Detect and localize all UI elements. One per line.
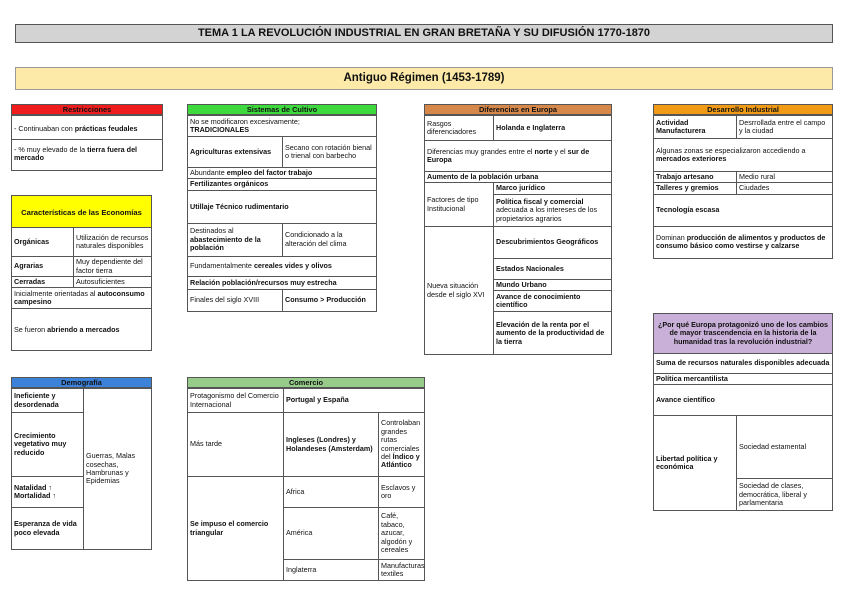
economia-term: Orgánicas [12, 228, 74, 257]
economia-desc: Muy dependiente del factor tierra [74, 257, 152, 277]
demografia-row: Natalidad ↑ Mortalidad ↑ [12, 477, 84, 508]
diferencias-desc: Estados Nacionales [494, 258, 612, 279]
diferencias-row: Aumento de la población urbana [425, 172, 612, 183]
economia-term: Agrarias [12, 257, 74, 277]
cultivo-desc: Consumo > Producción [283, 289, 377, 311]
industrial-desc: Desrrollada entre el campo y la ciudad [737, 116, 833, 139]
cultivo-row: Relación población/recursos muy estrecha [188, 276, 377, 289]
diferencias-term: Nueva situación desde el siglo XVI [425, 226, 494, 354]
restricciones-header: Restricciones [11, 104, 163, 115]
industrial-desc: Medio rural [737, 172, 833, 183]
comercio-term: Se impuso el comercio triangular [188, 477, 284, 581]
demografia-table [11, 388, 152, 550]
europa-row: Política mercantilista [654, 374, 833, 385]
europa-table [653, 353, 833, 511]
comercio-place: Africa [284, 477, 379, 508]
diferencias-row: Diferencias muy grandes entre el norte y el sur de Europa [425, 141, 612, 172]
comercio-place: América [284, 508, 379, 560]
demografia-side: Guerras, Malas cosechas, Hambrunas y Epidemias [84, 389, 152, 550]
demografia-row: Crecimiento vegetativo muy reducido [12, 413, 84, 477]
comercio-term: Protagonismo del Comercio Internacional [188, 389, 284, 413]
restricciones-row: - % muy elevado de la tierra fuera del mercado [11, 139, 163, 171]
industrial-row: Dominan producción de alimentos y productos de consumo básico como vestirse y calzarse [654, 226, 833, 258]
diferencias-desc: Mundo Urbano [494, 279, 612, 290]
industrial-row: Algunas zonas se especializaron accediendo a mercados exteriores [654, 139, 833, 172]
comercio-note: Esclavos y oro [379, 477, 425, 508]
europa-desc: Sociedad estamental [737, 416, 833, 479]
industrial-table [653, 115, 833, 259]
comercio-table [187, 388, 425, 581]
demografia-row: Esperanza de vida poco elevada [12, 508, 84, 550]
comercio-note: Manufacturas textiles [379, 560, 425, 581]
diferencias-desc: Marco jurídico [494, 183, 612, 194]
cultivo-table [187, 115, 377, 312]
europa-header: ¿Por qué Europa protagonizó uno de los cambios de mayor trascendencia en la historia de la humanidad tras la revolución industrial? [653, 313, 833, 354]
diferencias-table [424, 115, 612, 355]
comercio-desc: Ingleses (Londres) y Holandeses (Amsterdam) [284, 413, 379, 477]
economias-table [11, 227, 152, 351]
comercio-term: Más tarde [188, 413, 284, 477]
industrial-term: Trabajo artesano [654, 172, 737, 183]
diferencias-term: Factores de tipo Institucional [425, 183, 494, 226]
cultivo-term: Destinados al abastecimiento de la población [188, 223, 283, 256]
cultivo-row: Abundante empleo del factor trabajo [188, 168, 377, 179]
demografia-header: Demografía [11, 377, 152, 388]
diferencias-header: Diferencias en Europa [424, 104, 612, 115]
restricciones-row: - Continuaban con prácticas feudales [11, 115, 163, 140]
comercio-header: Comercio [187, 377, 425, 388]
diferencias-desc: Política fiscal y comercial adecuada a los intereses de los propietarios agrarios [494, 194, 612, 226]
cultivo-row: Fundamentalmente cereales vides y olivos [188, 256, 377, 276]
europa-row: Avance científico [654, 385, 833, 416]
economia-line: Inicialmente orientadas al autoconsumo campesino [12, 288, 152, 309]
cultivo-term: Finales del siglo XVIII [188, 289, 283, 311]
cultivo-row: Fertilizantes orgánicos [188, 179, 377, 190]
cultivo-desc: Condicionado a la alteración del clima [283, 223, 377, 256]
diferencias-desc: Holanda e Inglaterra [494, 116, 612, 141]
demografia-row: Ineficiente y desordenada [12, 389, 84, 413]
industrial-row: Tecnología escasa [654, 194, 833, 226]
cultivo-row: Utillaje Técnico rudimentario [188, 190, 377, 223]
industrial-header: Desarrollo Industrial [653, 104, 833, 115]
page-title: TEMA 1 LA REVOLUCIÓN INDUSTRIAL EN GRAN BRETAÑA Y SU DIFUSIÓN 1770-1870 [15, 24, 833, 43]
cultivo-desc: Secano con rotación bienal o trienal con barbecho [283, 137, 377, 168]
diferencias-desc: Elevación de la renta por el aumento de la productividad de la tierra [494, 312, 612, 355]
comercio-note: Controlaban grandes rutas comerciales del Índico y Atlántico [379, 413, 425, 477]
cultivo-row: No se modificaron excesivamente; TRADICIONALES [188, 116, 377, 137]
europa-row: Suma de recursos naturales disponibles adecuada [654, 354, 833, 374]
economia-line: Se fueron abriendo a mercados [12, 309, 152, 351]
economias-header: Características de las Economías [11, 195, 152, 228]
cultivo-header: Sistemas de Cultivo [187, 104, 377, 115]
europa-term: Libertad política y económica [654, 416, 737, 511]
industrial-term: Talleres y gremios [654, 183, 737, 194]
economia-desc: Utilización de recursos naturales disponibles [74, 228, 152, 257]
industrial-term: Actividad Manufacturera [654, 116, 737, 139]
cultivo-term: Agriculturas extensivas [188, 137, 283, 168]
economia-desc: Autosuficientes [74, 277, 152, 288]
comercio-note: Café, tabaco, azucar, algodón y cereales [379, 508, 425, 560]
comercio-desc: Portugal y España [284, 389, 425, 413]
diferencias-desc: Descubrimientos Geográficos [494, 226, 612, 258]
era-banner: Antiguo Régimen (1453-1789) [15, 67, 833, 90]
diferencias-desc: Avance de conocimiento científico [494, 291, 612, 312]
industrial-desc: Ciudades [737, 183, 833, 194]
economia-term: Cerradas [12, 277, 74, 288]
europa-desc: Sociedad de clases, democrática, liberal y parlamentaria [737, 479, 833, 511]
comercio-place: Inglaterra [284, 560, 379, 581]
diferencias-term: Rasgos diferenciadores [425, 116, 494, 141]
